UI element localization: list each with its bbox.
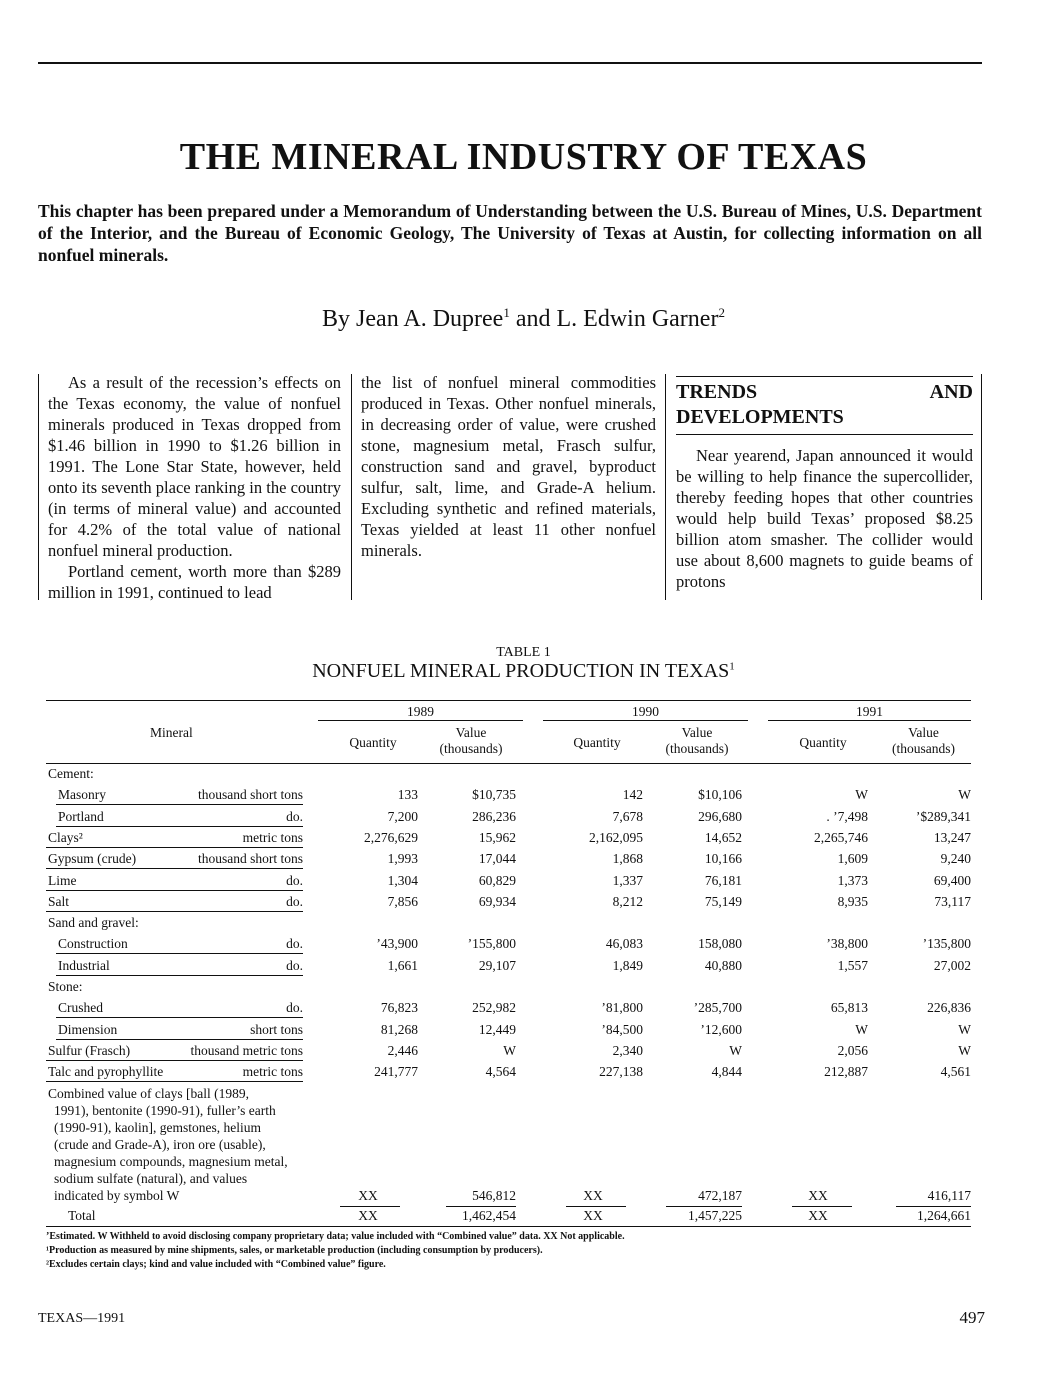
table-cell: 1,304 (387, 872, 418, 888)
quantity-header-1990: Quantity (573, 735, 621, 750)
year-rule-1990 (543, 720, 748, 721)
table-cell: XX (583, 1187, 603, 1203)
table-cell: $10,735 (472, 787, 516, 803)
table-cell: 133 (397, 787, 418, 803)
quantity-header-1989: Quantity (349, 735, 397, 750)
sum-rule (340, 1206, 400, 1207)
sum-rule (446, 1206, 516, 1207)
column-rule-right (981, 374, 982, 600)
combined-value-label: indicated by symbol W (54, 1187, 180, 1203)
table-cell: 226,836 (927, 1000, 971, 1016)
table-cell: 1,373 (837, 872, 868, 888)
table-cell: 1,609 (837, 851, 868, 867)
value-header-1989: Value (thousands) (439, 725, 503, 756)
byline (0, 305, 1047, 333)
table-cell: 15,962 (478, 829, 516, 845)
table-cell: 75,149 (704, 893, 742, 909)
table-cell: 158,080 (698, 936, 742, 952)
row-underline (46, 1081, 303, 1082)
year-1991: 1991 (856, 704, 883, 719)
mineral-header: Mineral (150, 725, 193, 740)
table-group-label: Cement: (48, 766, 94, 781)
table-cell: 13,247 (933, 829, 971, 845)
row-underline (56, 975, 303, 976)
table-cell: 227,138 (599, 1064, 643, 1080)
value-header-1990: Value (thousands) (665, 725, 729, 756)
mineral-name: Sulfur (Frasch) (48, 1042, 131, 1058)
table-cell: ’135,800 (922, 936, 971, 952)
table-cell: 73,117 (934, 893, 971, 909)
table-cell: ’81,800 (601, 1000, 643, 1016)
byline-author-1: By Jean A. Dupree (322, 306, 504, 332)
mineral-name: Dimension (58, 1021, 118, 1037)
mineral-name: Lime (48, 872, 77, 888)
mineral-name: Crushed (58, 1000, 103, 1016)
table-cell: 1,868 (612, 851, 643, 867)
mineral-unit: do. (286, 808, 303, 824)
production-table (46, 700, 971, 1228)
table-cell: 10,166 (704, 851, 742, 867)
table-cell: 2,340 (612, 1042, 643, 1058)
table-cell: 8,212 (612, 893, 643, 909)
table-cell: 4,561 (940, 1064, 971, 1080)
mineral-unit: thousand short tons (197, 787, 303, 803)
mineral-name: Portland (58, 808, 104, 824)
header-bottom-rule (46, 763, 971, 764)
table-cell: W (958, 1042, 971, 1058)
mineral-unit: short tons (250, 1021, 303, 1037)
mineral-unit: do. (286, 957, 303, 973)
table-bottom-rule (46, 1226, 971, 1227)
table-cell: 241,777 (374, 1064, 418, 1080)
table-cell: 69,934 (478, 893, 516, 909)
row-underline (56, 1017, 303, 1018)
table-group-label: Stone: (48, 979, 83, 994)
table-cell: W (855, 787, 868, 803)
top-rule (38, 62, 982, 64)
page-number: 497 (959, 1308, 985, 1327)
sum-rule (792, 1206, 852, 1207)
sum-rule (666, 1206, 742, 1207)
total-cell: 1,457,225 (688, 1207, 742, 1223)
combined-value-label: (crude and Grade-A), iron ore (usable), (54, 1136, 266, 1152)
table-cell: 8,935 (837, 893, 868, 909)
mineral-name: Gypsum (crude) (48, 851, 137, 867)
table-cell: 286,236 (472, 808, 516, 824)
total-label: Total (68, 1207, 96, 1223)
table-cell: 76,823 (380, 1000, 418, 1016)
mineral-name: Masonry (58, 787, 106, 803)
table-cell: 1,849 (612, 957, 643, 973)
combined-value-label: sodium sulfate (natural), and values (54, 1170, 248, 1186)
total-cell: XX (358, 1207, 378, 1223)
table-label: TABLE 1 (496, 645, 551, 660)
mineral-name: Clays² (48, 829, 83, 845)
table-cell: 296,680 (698, 808, 742, 824)
table-title (0, 660, 1047, 683)
quantity-header-1991: Quantity (799, 735, 847, 750)
table-cell: W (855, 1021, 868, 1037)
table-cell: 472,187 (698, 1187, 742, 1203)
text-column-3 (676, 376, 973, 592)
table-cell: 12,449 (478, 1021, 516, 1037)
table-cell: 14,652 (704, 829, 742, 845)
table-cell: 252,982 (472, 1000, 516, 1016)
text-column-2 (361, 372, 656, 561)
table-title-mark: 1 (729, 660, 735, 673)
total-cell: 1,462,454 (462, 1207, 516, 1223)
table-cell: ’43,900 (376, 936, 418, 952)
running-footer: TEXAS—1991 (38, 1311, 126, 1326)
table-cell: 9,240 (940, 851, 971, 867)
table-cell: ’$289,341 (915, 808, 971, 824)
table-cell: 2,265,746 (814, 829, 868, 845)
table-cell: $10,106 (698, 787, 742, 803)
mineral-unit: do. (286, 872, 303, 888)
table-cell: 65,813 (830, 1000, 868, 1016)
combined-value-label: 1991), bentonite (1990-91), fuller’s earth (54, 1102, 276, 1118)
table-cell: 546,812 (472, 1187, 516, 1203)
column-1-paragraph-1: As a result of the recession’s effects on the Texas economy, the value of nonfuel minerals produced in Texas dropped from $1.46 billion in 1990 to $1.26 billion in 1991. The Lone Star State, however, held onto its seventh place ranking in the country (in terms of mineral value) and accounted for 4.2% of the total value of national nonfuel mineral production. (48, 373, 341, 560)
table-top-rule (46, 700, 971, 701)
table-cell: 1,661 (387, 957, 418, 973)
mineral-unit: metric tons (242, 829, 303, 845)
mineral-unit: metric tons (242, 1064, 303, 1080)
value-header-1991: Value (thousands) (892, 725, 955, 756)
column-3-paragraph-1: Near yearend, Japan announced it would be willing to help finance the supercollider, thereby feeding hopes that other countries would help build Texas’ proposed $8.25 billion atom smasher. The collider would use about 8,600 magnets to guide beams of protons (676, 446, 973, 591)
table-cell: W (958, 787, 971, 803)
year-rule-1991 (768, 720, 971, 721)
table-cell: W (958, 1021, 971, 1037)
section-heading-box (676, 376, 973, 435)
mineral-name: Talc and pyrophyllite (48, 1064, 164, 1080)
table-cell: 46,083 (605, 936, 643, 952)
table-cell: 27,002 (933, 957, 971, 973)
row-underline (46, 911, 303, 912)
table-cell: 4,564 (485, 1064, 516, 1080)
table-cell: 2,056 (837, 1042, 868, 1058)
page-title: THE MINERAL INDUSTRY OF TEXAS (179, 136, 868, 178)
table-cell: 7,678 (612, 808, 643, 824)
table-footnote: ²Excludes certain clays; kind and value included with “Combined value” figure. (46, 1258, 386, 1270)
table-cell: 81,268 (380, 1021, 418, 1037)
table-group-label: Sand and gravel: (48, 915, 139, 931)
table-cell: 7,856 (387, 893, 418, 909)
table-cell: 2,446 (387, 1042, 418, 1058)
total-cell: XX (583, 1207, 603, 1223)
combined-value-label: (1990-91), kaolin], gemstones, helium (54, 1119, 261, 1135)
row-underline (46, 847, 303, 848)
table-cell: ’38,800 (826, 936, 868, 952)
column-rule-mid-2 (665, 374, 666, 600)
year-1989: 1989 (407, 704, 434, 719)
table-footnote: ¹Production as measured by mine shipments, sales, or marketable production (including consumption by producers). (46, 1244, 543, 1256)
table-cell: 60,829 (478, 872, 516, 888)
row-underline (56, 804, 303, 805)
row-underline (46, 1060, 303, 1061)
sum-rule (896, 1206, 971, 1207)
byline-mark-1: 1 (503, 305, 510, 320)
total-cell: XX (808, 1207, 828, 1223)
table-cell: 29,107 (478, 957, 516, 973)
byline-mark-2: 2 (718, 305, 725, 320)
table-cell: ’285,700 (693, 1000, 742, 1016)
table-title-text: NONFUEL MINERAL PRODUCTION IN TEXAS (312, 660, 730, 682)
row-underline (56, 1039, 303, 1040)
table-cell: W (729, 1042, 742, 1058)
mineral-unit: do. (286, 936, 303, 952)
table-cell: 4,844 (711, 1064, 742, 1080)
combined-value-label: Combined value of clays [ball (1989, (48, 1085, 249, 1101)
column-rule-left (38, 374, 39, 600)
total-cell: 1,264,661 (917, 1207, 971, 1223)
table-cell: XX (808, 1187, 828, 1203)
row-underline (46, 868, 303, 869)
table-cell: ’155,800 (467, 936, 516, 952)
table-cell: XX (358, 1187, 378, 1203)
mineral-unit: do. (286, 893, 303, 909)
table-cell: 1,993 (387, 851, 418, 867)
table-cell: 416,117 (927, 1187, 971, 1203)
table-cell: 17,044 (478, 851, 516, 867)
table-cell: W (503, 1042, 516, 1058)
mineral-name: Industrial (58, 957, 110, 973)
row-underline (56, 826, 303, 827)
table-cell: 1,337 (612, 872, 643, 888)
table-cell: 142 (622, 787, 643, 803)
table-cell: ’84,500 (601, 1021, 643, 1037)
mineral-unit: do. (286, 1000, 303, 1016)
table-cell: 2,276,629 (364, 829, 418, 845)
table-footnote: ’Estimated. W Withheld to avoid disclosing company proprietary data; value included with “Combined value” data. XX Not applicable. (46, 1230, 625, 1242)
table-cell: ’12,600 (700, 1021, 742, 1037)
text-column-1 (48, 372, 341, 603)
column-rule-mid-1 (351, 374, 352, 600)
column-1-paragraph-2: Portland cement, worth more than $289 million in 1991, continued to lead (48, 562, 341, 602)
table-cell: 69,400 (933, 872, 971, 888)
combined-value-label: magnesium compounds, magnesium metal, (54, 1153, 288, 1169)
table-cell: 76,181 (704, 872, 742, 888)
table-cell: 212,887 (824, 1064, 868, 1080)
column-2-paragraph-1: the list of nonfuel mineral commodities produced in Texas. Other nonfuel minerals, in decreasing order of value, were crushed stone, magnesium metal, Frasch sulfur, construction sand and gravel, byproduct sulfur, salt, lime, and Grade-A helium. Excluding synthetic and refined materials, Texas yielded at least 11 other nonfuel minerals. (361, 373, 656, 560)
table-cell: 40,880 (704, 957, 742, 973)
section-heading: TRENDS AND DEVELOPMENTS (676, 381, 973, 428)
sum-rule (566, 1206, 626, 1207)
mineral-unit: thousand metric tons (190, 1042, 303, 1058)
mineral-name: Construction (58, 936, 128, 952)
row-underline (56, 953, 303, 954)
table-cell: . ’7,498 (826, 808, 868, 824)
mineral-unit: thousand short tons (197, 851, 303, 867)
row-underline (46, 890, 303, 891)
table-cell: 1,557 (837, 957, 868, 973)
byline-author-2: and L. Edwin Garner (509, 306, 719, 332)
preface-note: This chapter has been prepared under a Memorandum of Understanding between the U.S. Bureau of Mines, U.S. Department of the Interior, and the Bureau of Economic Geology, The University of Texas at Austin, for collecting information on all nonfuel minerals. (38, 201, 982, 265)
year-1990: 1990 (632, 704, 659, 719)
year-rule-1989 (318, 720, 523, 721)
table-cell: 7,200 (387, 808, 418, 824)
table-cell: 2,162,095 (589, 829, 643, 845)
mineral-name: Salt (48, 893, 70, 909)
